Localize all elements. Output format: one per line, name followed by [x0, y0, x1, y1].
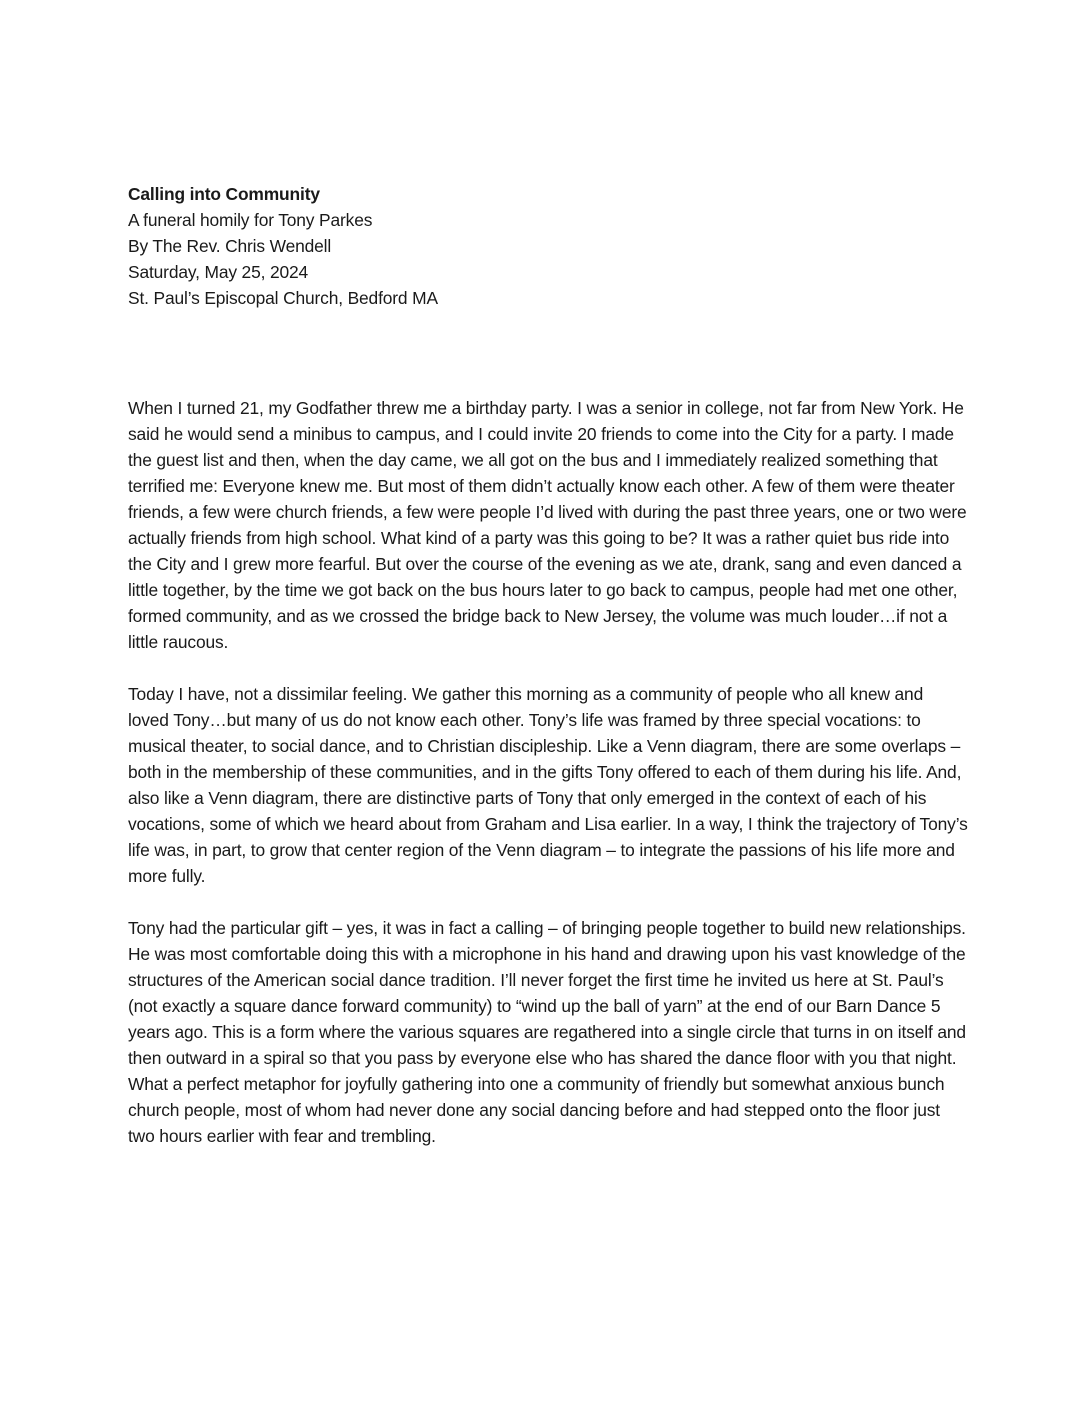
body-paragraph: Tony had the particular gift – yes, it was in fact a calling – of bringing people together to build new relationships. He was most comfortable doing this with a microphone in his hand and drawing upon his vast knowledge of the structures of the American social dance tradition. I’ll never forget the first time he invited us here at St. Paul’s (not exactly a square dance forward community) to “wind up the ball of yarn” at the end of our Barn Dance 5 years ago. This is a form where the various squares are regathered into a single circle that turns in on itself and then outward in a spiral so that you pass by everyone else who has shared the dance floor with you that night. What a perfect metaphor for joyfully gathering into one a community of friendly but somewhat anxious bunch church people, most of whom had never done any social dancing before and had stepped onto the floor just two hours earlier with fear and trembling.: [128, 918, 966, 1146]
document-body: [128, 395, 968, 1149]
document-content: [128, 181, 968, 1175]
document-date: Saturday, May 25, 2024: [128, 262, 309, 282]
document-subtitle: A funeral homily for Tony Parkes: [128, 210, 373, 230]
document-location: St. Paul’s Episcopal Church, Bedford MA: [128, 288, 438, 308]
body-paragraph: When I turned 21, my Godfather threw me a birthday party. I was a senior in college, not far from New York. He said he would send a minibus to campus, and I could invite 20 friends to come into the City for a party. I made the guest list and then, when the day came, we all got on the bus and I immediately realized something that terrified me: Everyone knew me. But most of them didn’t actually know each other. A few of them were theater friends, a few were church friends, a few were people I’d lived with during the past three years, one or two were actually friends from high school. What kind of a party was this going to be? It was a rather quiet bus ride into the City and I grew more fearful. But over the course of the evening as we ate, drank, sang and even danced a little together, by the time we got back on the bus hours later to go back to campus, people had met one other, formed community, and as we crossed the bridge back to New Jersey, the volume was much louder…if not a little raucous.: [128, 398, 967, 652]
document-author: By The Rev. Chris Wendell: [128, 236, 332, 256]
body-paragraph: Today I have, not a dissimilar feeling. We gather this morning as a community of people who all knew and loved Tony…but many of us do not know each other. Tony’s life was framed by three special vocations: to musical theater, to social dance, and to Christian discipleship. Like a Venn diagram, there are some overlaps – both in the membership of these communities, and in the gifts Tony offered to each of them during his life. And, also like a Venn diagram, there are distinctive parts of Tony that only emerged in the context of each of his vocations, some of which we heard about from Graham and Lisa earlier. In a way, I think the trajectory of Tony’s life was, in part, to grow that center region of the Venn diagram – to integrate the passions of his life more and more fully.: [128, 684, 968, 886]
document-title: Calling into Community: [128, 184, 320, 204]
document-header: [128, 181, 968, 311]
